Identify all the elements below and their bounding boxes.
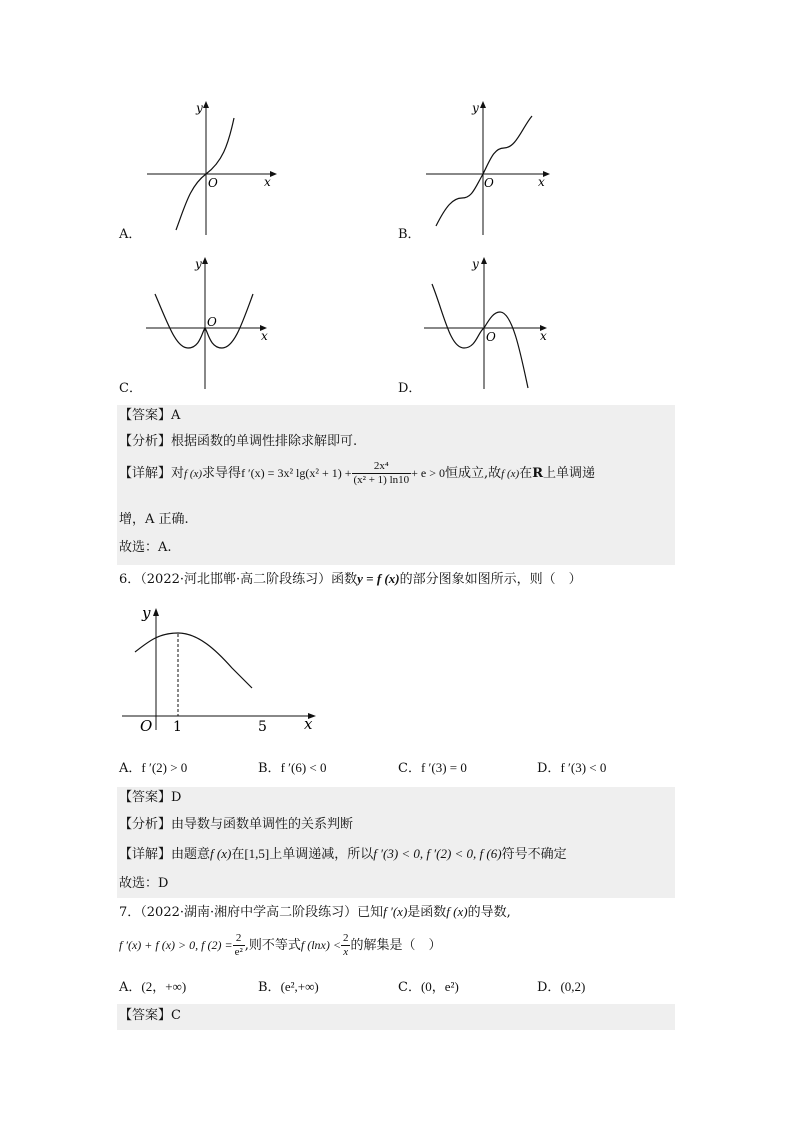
q7-stem: [119, 904, 511, 921]
q7-option-c[interactable]: [398, 979, 459, 996]
q7-fraction-1-den: e²: [234, 946, 243, 958]
q7-option-a-expr: (2，+∞): [141, 979, 187, 994]
q7-option-d[interactable]: [537, 979, 585, 996]
graph-c: [140, 252, 280, 392]
graph-b-label: B．: [398, 227, 421, 242]
q5-detail-end: 上单调递: [543, 466, 596, 481]
q6-option-d-label: D．: [537, 761, 561, 776]
q6-graph-tick-5: 5: [258, 719, 267, 735]
q5-detail-fx: f (x): [184, 468, 203, 480]
q6-detail-d: 符号不确定: [501, 847, 567, 862]
q5-analysis-text: 根据函数的单调性排除求解即可.: [171, 434, 358, 449]
q6-detail-expr: f ′(3) < 0, f ′(2) < 0, f (6): [373, 846, 502, 861]
graph-a-y-label: y: [196, 101, 203, 115]
q6-solution-box: [117, 787, 675, 898]
graph-b-x-label: x: [538, 175, 545, 189]
graph-a-x-label: x: [264, 175, 271, 189]
q6-option-d[interactable]: [537, 760, 606, 777]
q6-graph-x-label: x: [304, 715, 313, 733]
q6-option-a-label: A．: [119, 761, 142, 776]
graph-b-origin: O: [484, 176, 494, 190]
q7-option-b-expr: (e²,+∞): [280, 979, 319, 994]
q6-number: 6．: [119, 572, 141, 587]
graph-c-origin: O: [207, 315, 217, 329]
q6-graph-tick-1: 1: [173, 719, 182, 735]
q7-option-d-expr: (0,2): [560, 979, 586, 994]
q7-stem-f: f (x): [446, 904, 468, 919]
graph-a-origin: O: [208, 176, 218, 190]
graph-a-label: A．: [119, 227, 142, 242]
q5-answer: 【答案】A: [119, 408, 181, 423]
graph-c-x-label: x: [261, 329, 268, 343]
q6-detail: [119, 846, 567, 863]
q5-detail-mid: 求导得: [202, 466, 242, 481]
q7-number: 7．: [119, 905, 141, 920]
q7-stem-fprime: f ′(x): [383, 904, 408, 919]
q5-detail-frac-den: (x² + 1) ln10: [353, 474, 410, 486]
q6-analysis-text: 由导数与函数单调性的关系判断: [171, 817, 354, 832]
q6-conclusion: 故选：D: [119, 876, 169, 891]
q6-detail-fx: f (x): [210, 846, 232, 861]
q6-analysis-tag: 【分析】: [119, 817, 172, 832]
q6-option-c-label: C．: [398, 761, 421, 776]
q6-graph-y-label: y: [142, 604, 151, 622]
q5-detail-pre: 对: [171, 466, 185, 481]
q6-detail-a: 由题意: [171, 847, 211, 862]
q7-condition-expr: f ′(x) + f (x) > 0, f (2) =: [119, 938, 233, 952]
q5-detail-frac-num: 2x⁴: [352, 460, 412, 474]
q5-detail: [119, 460, 595, 487]
graph-c-label: C．: [119, 381, 142, 396]
q5-detail-tag: 【详解】: [119, 466, 172, 481]
graph-b-y-label: y: [472, 101, 479, 115]
q7-fraction-2-den: x: [343, 946, 349, 958]
q7-fraction-1: [233, 932, 245, 959]
q6-option-b[interactable]: [258, 760, 326, 777]
graph-d-x-label: x: [540, 329, 547, 343]
graph-d-y-label: y: [472, 257, 479, 271]
q5-detail-fx2: f (x): [501, 468, 520, 480]
graph-d-label: D．: [398, 381, 422, 396]
graph-a: [140, 98, 280, 238]
q7-answer: 【答案】C: [119, 1008, 181, 1023]
q7-option-b-label: B．: [258, 980, 281, 995]
q5-conclusion: 故选：A.: [119, 540, 172, 555]
q6-stem: [119, 571, 582, 588]
graph-d-origin: O: [486, 330, 496, 344]
q5-detail-line2: 增，A 正确.: [119, 512, 189, 527]
q6-graph-origin: O: [140, 717, 153, 735]
q6-detail-b: 在: [231, 847, 245, 862]
q7-option-b[interactable]: [258, 979, 319, 996]
q6-option-b-label: B．: [258, 761, 281, 776]
q7-option-c-expr: (0，e²): [420, 979, 459, 994]
q5-detail-post: 恒成立,故: [445, 466, 502, 481]
q7-option-a-label: A．: [119, 980, 142, 995]
q6-option-a[interactable]: [119, 760, 187, 777]
q6-option-a-expr: f ′(2) > 0: [141, 760, 188, 775]
q7-condition: [119, 930, 442, 961]
q7-solution-box: [117, 1004, 675, 1030]
q7-fraction-1-num: 2: [233, 932, 245, 946]
graph-d: [420, 252, 560, 392]
q7-option-d-label: D．: [537, 980, 561, 995]
q5-detail-R: R: [532, 466, 543, 481]
q7-condition-mid: ,则不等式: [244, 938, 301, 953]
q6-answer: 【答案】D: [119, 790, 182, 805]
q7-inequality: f (lnx) <: [300, 938, 341, 952]
q6-graph: [118, 600, 323, 740]
q5-detail-tail: + e > 0: [411, 466, 446, 480]
q6-stem-rest: 的部分图象如图所示，则（ ）: [399, 572, 582, 587]
q6-option-b-expr: f ′(6) < 0: [280, 760, 327, 775]
graph-c-y-label: y: [195, 257, 202, 271]
q6-detail-c: 上单调递减，所以: [269, 847, 374, 862]
q6-option-d-expr: f ′(3) < 0: [560, 760, 607, 775]
q6-option-c[interactable]: [398, 760, 467, 777]
q6-function: y = f (x): [357, 571, 400, 586]
q5-detail-fraction: [352, 460, 412, 487]
q7-fraction-2-num: 2: [342, 932, 349, 944]
graph-b: [420, 98, 560, 238]
q7-stem-end: 的导数,: [467, 905, 511, 920]
q6-analysis: [119, 817, 353, 833]
q6-detail-interval: [1,5]: [244, 846, 270, 861]
q7-option-c-label: C．: [398, 980, 421, 995]
q7-source: （2022·湖南·湘府中学高二阶段练习）已知: [140, 905, 384, 920]
q7-condition-end: 的解集是（ ）: [350, 938, 442, 953]
q5-analysis-tag: 【分析】: [119, 434, 172, 449]
q7-option-a[interactable]: [119, 979, 186, 996]
q5-analysis: [119, 434, 357, 450]
q7-stem-mid: 是函数: [407, 905, 447, 920]
q6-source: （2022·河北邯郸·高二阶段练习）函数: [140, 572, 358, 587]
q6-option-c-expr: f ′(3) = 0: [420, 760, 467, 775]
q5-detail-in: 在: [519, 466, 533, 481]
q5-detail-derivative: f ′(x) = 3x² lg(x² + 1) +: [241, 466, 352, 480]
q6-detail-tag: 【详解】: [119, 847, 172, 862]
